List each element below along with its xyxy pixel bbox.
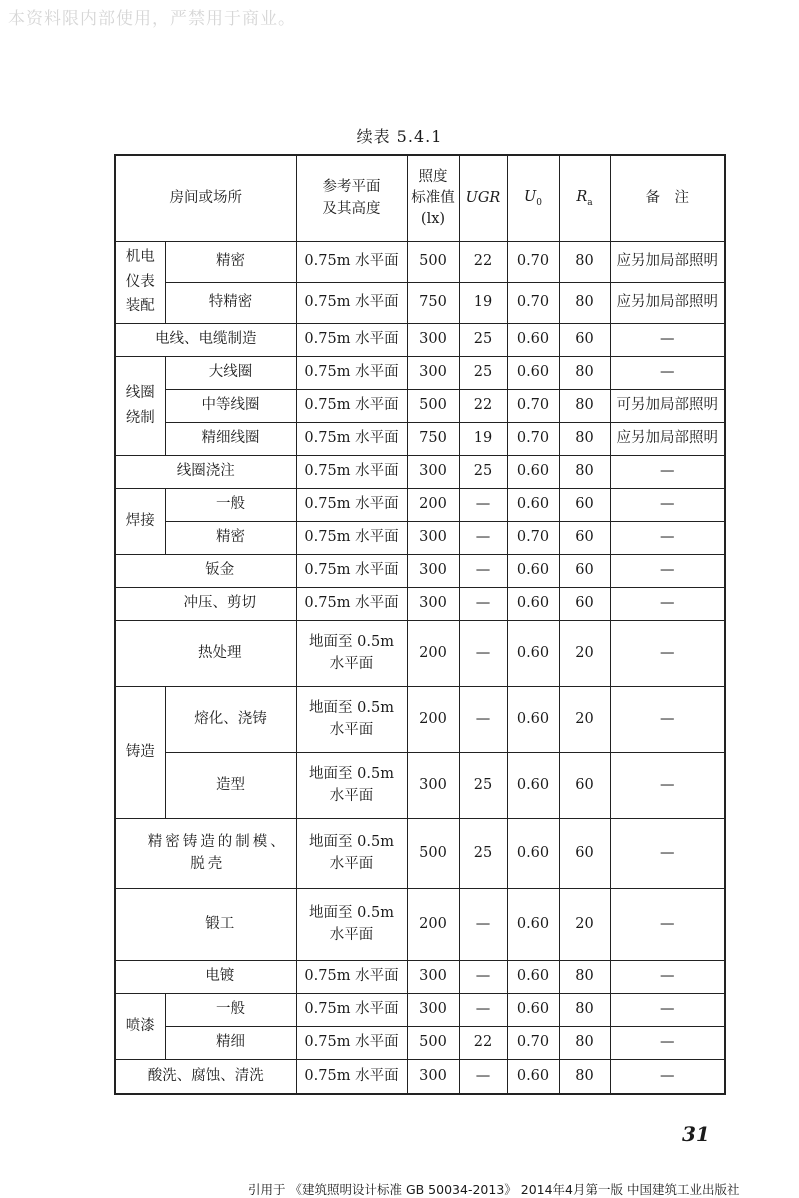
row-plane: 0.75m 水平面 xyxy=(296,1059,407,1094)
row-lux: 500 xyxy=(407,389,459,422)
row-name: 线圈浇注 xyxy=(115,455,296,488)
row-ugr: — xyxy=(459,620,507,686)
row-remark: — xyxy=(610,521,725,554)
row-u0: 0.70 xyxy=(507,282,559,323)
row-ra: 80 xyxy=(559,241,610,282)
table-row xyxy=(115,587,725,620)
row-ugr: 22 xyxy=(459,1026,507,1059)
row-lux: 500 xyxy=(407,818,459,888)
row-ra: 20 xyxy=(559,686,610,752)
row-plane: 地面至 0.5m 水平面 xyxy=(296,686,407,752)
table-row xyxy=(115,993,725,1026)
row-lux: 300 xyxy=(407,1059,459,1094)
row-name: 电镀 xyxy=(115,960,296,993)
row-plane: 0.75m 水平面 xyxy=(296,993,407,1026)
row-u0: 0.70 xyxy=(507,422,559,455)
row-plane: 0.75m 水平面 xyxy=(296,554,407,587)
row-u0: 0.60 xyxy=(507,888,559,960)
row-plane: 0.75m 水平面 xyxy=(296,356,407,389)
row-plane: 地面至 0.5m 水平面 xyxy=(296,752,407,818)
row-name: 电线、电缆制造 xyxy=(115,323,296,356)
row-lux: 500 xyxy=(407,241,459,282)
row-remark: — xyxy=(610,888,725,960)
row-remark: — xyxy=(610,686,725,752)
row-ra: 80 xyxy=(559,1059,610,1094)
row-ugr: 19 xyxy=(459,282,507,323)
row-name: 锻工 xyxy=(115,888,296,960)
table-row xyxy=(115,686,725,752)
row-remark: — xyxy=(610,993,725,1026)
row-lux: 300 xyxy=(407,587,459,620)
row-plane: 0.75m 水平面 xyxy=(296,323,407,356)
row-name: 一般 xyxy=(165,488,296,521)
table-row xyxy=(115,323,725,356)
row-name: 热处理 xyxy=(115,620,296,686)
row-u0: 0.60 xyxy=(507,993,559,1026)
header-u0: $U_0$ xyxy=(507,155,559,241)
group-label: 焊接 xyxy=(115,488,165,554)
row-remark: — xyxy=(610,620,725,686)
row-u0: 0.60 xyxy=(507,455,559,488)
row-u0: 0.60 xyxy=(507,554,559,587)
row-ugr: — xyxy=(459,521,507,554)
table-row xyxy=(115,455,725,488)
row-u0: 0.60 xyxy=(507,323,559,356)
row-ra: 80 xyxy=(559,993,610,1026)
table-row xyxy=(115,521,725,554)
row-ra: 60 xyxy=(559,521,610,554)
row-u0: 0.60 xyxy=(507,752,559,818)
header-ugr: UGR xyxy=(459,155,507,241)
row-plane: 0.75m 水平面 xyxy=(296,1026,407,1059)
row-ra: 80 xyxy=(559,356,610,389)
row-lux: 300 xyxy=(407,323,459,356)
table-row xyxy=(115,1059,725,1094)
row-plane: 地面至 0.5m 水平面 xyxy=(296,620,407,686)
row-name: 一般 xyxy=(165,993,296,1026)
row-remark: — xyxy=(610,323,725,356)
row-plane: 0.75m 水平面 xyxy=(296,587,407,620)
row-remark: — xyxy=(610,1059,725,1094)
row-lux: 300 xyxy=(407,554,459,587)
row-ugr: 25 xyxy=(459,818,507,888)
row-plane: 0.75m 水平面 xyxy=(296,488,407,521)
row-ra: 80 xyxy=(559,282,610,323)
row-ra: 60 xyxy=(559,323,610,356)
row-plane: 0.75m 水平面 xyxy=(296,241,407,282)
row-ugr: 25 xyxy=(459,455,507,488)
table-row xyxy=(115,620,725,686)
row-ugr: — xyxy=(459,1059,507,1094)
header-room: 房间或场所 xyxy=(115,155,296,241)
row-lux: 300 xyxy=(407,993,459,1026)
header-ra: $R_a$ xyxy=(559,155,610,241)
row-remark: — xyxy=(610,554,725,587)
row-u0: 0.60 xyxy=(507,488,559,521)
row-remark: — xyxy=(610,356,725,389)
row-remark: — xyxy=(610,587,725,620)
row-name: 熔化、浇铸 xyxy=(165,686,296,752)
citation-footer: 引用于 《建筑照明设计标准 GB 50034-2013》 2014年4月第一版 中国建筑工业出版社 xyxy=(248,1182,740,1197)
row-ra: 20 xyxy=(559,620,610,686)
row-name: 精密 xyxy=(165,241,296,282)
row-lux: 750 xyxy=(407,282,459,323)
row-lux: 300 xyxy=(407,960,459,993)
table-row xyxy=(115,356,725,389)
row-u0: 0.60 xyxy=(507,620,559,686)
table-header xyxy=(115,155,725,241)
row-ugr: 25 xyxy=(459,752,507,818)
row-name: 精细 xyxy=(165,1026,296,1059)
group-label: 机电 仪表 装配 xyxy=(115,241,165,323)
row-ra: 80 xyxy=(559,389,610,422)
row-plane: 0.75m 水平面 xyxy=(296,282,407,323)
table-caption: 续表 5.4.1 xyxy=(356,127,443,146)
row-u0: 0.60 xyxy=(507,686,559,752)
row-name: 造型 xyxy=(165,752,296,818)
row-ra: 60 xyxy=(559,587,610,620)
row-ugr: 25 xyxy=(459,356,507,389)
row-lux: 300 xyxy=(407,521,459,554)
row-plane: 0.75m 水平面 xyxy=(296,389,407,422)
header-remark: 备 注 xyxy=(610,155,725,241)
row-remark: 应另加局部照明 xyxy=(610,282,725,323)
row-u0: 0.60 xyxy=(507,1059,559,1094)
row-plane: 0.75m 水平面 xyxy=(296,422,407,455)
table-row xyxy=(115,422,725,455)
row-remark: — xyxy=(610,455,725,488)
page-number: 31 xyxy=(682,1122,710,1146)
header-lux: 照度 标准值 (lx) xyxy=(407,155,459,241)
group-label: 喷漆 xyxy=(115,993,165,1059)
row-ugr: 25 xyxy=(459,323,507,356)
row-remark: — xyxy=(610,818,725,888)
table-row xyxy=(115,960,725,993)
table-row xyxy=(115,752,725,818)
row-ugr: 22 xyxy=(459,241,507,282)
row-u0: 0.60 xyxy=(507,960,559,993)
row-remark: 应另加局部照明 xyxy=(610,241,725,282)
row-name: 钣金 xyxy=(115,554,296,587)
row-name: 酸洗、腐蚀、清洗 xyxy=(115,1059,296,1094)
row-name: 冲压、剪切 xyxy=(115,587,296,620)
row-lux: 200 xyxy=(407,488,459,521)
table-row xyxy=(115,554,725,587)
row-name: 中等线圈 xyxy=(165,389,296,422)
row-ugr: 19 xyxy=(459,422,507,455)
row-ugr: — xyxy=(459,554,507,587)
row-u0: 0.60 xyxy=(507,587,559,620)
row-remark: — xyxy=(610,752,725,818)
row-name: 大线圈 xyxy=(165,356,296,389)
row-ra: 80 xyxy=(559,1026,610,1059)
row-remark: — xyxy=(610,488,725,521)
row-u0: 0.70 xyxy=(507,389,559,422)
row-ra: 60 xyxy=(559,488,610,521)
row-ra: 80 xyxy=(559,422,610,455)
group-label: 铸造 xyxy=(115,686,165,818)
row-ugr: 22 xyxy=(459,389,507,422)
row-name: 精细线圈 xyxy=(165,422,296,455)
row-lux: 300 xyxy=(407,752,459,818)
illuminance-table xyxy=(114,154,726,1095)
row-u0: 0.70 xyxy=(507,521,559,554)
row-lux: 300 xyxy=(407,356,459,389)
row-ra: 60 xyxy=(559,554,610,587)
row-u0: 0.60 xyxy=(507,356,559,389)
row-ugr: — xyxy=(459,993,507,1026)
row-name: 精密 xyxy=(165,521,296,554)
row-ra: 80 xyxy=(559,960,610,993)
row-u0: 0.70 xyxy=(507,1026,559,1059)
row-u0: 0.60 xyxy=(507,818,559,888)
table-row xyxy=(115,818,725,888)
row-ra: 20 xyxy=(559,888,610,960)
row-name: 精密铸造的制模、 脱壳 xyxy=(115,818,296,888)
row-lux: 500 xyxy=(407,1026,459,1059)
row-u0: 0.70 xyxy=(507,241,559,282)
row-lux: 200 xyxy=(407,686,459,752)
table-row xyxy=(115,241,725,282)
row-name: 特精密 xyxy=(165,282,296,323)
row-plane: 0.75m 水平面 xyxy=(296,455,407,488)
header-plane: 参考平面 及其高度 xyxy=(296,155,407,241)
row-ra: 60 xyxy=(559,752,610,818)
row-ugr: — xyxy=(459,686,507,752)
row-plane: 地面至 0.5m 水平面 xyxy=(296,818,407,888)
row-remark: 可另加局部照明 xyxy=(610,389,725,422)
table-row xyxy=(115,488,725,521)
group-label: 线圈 绕制 xyxy=(115,356,165,455)
row-ugr: — xyxy=(459,888,507,960)
row-remark: — xyxy=(610,960,725,993)
row-plane: 地面至 0.5m 水平面 xyxy=(296,888,407,960)
table-row xyxy=(115,282,725,323)
row-ugr: — xyxy=(459,488,507,521)
row-remark: 应另加局部照明 xyxy=(610,422,725,455)
row-lux: 750 xyxy=(407,422,459,455)
watermark: 本资料限内部使用，严禁用于商业。 xyxy=(8,9,296,29)
row-ugr: — xyxy=(459,587,507,620)
row-remark: — xyxy=(610,1026,725,1059)
row-lux: 300 xyxy=(407,455,459,488)
row-plane: 0.75m 水平面 xyxy=(296,960,407,993)
table-row xyxy=(115,888,725,960)
row-ra: 80 xyxy=(559,455,610,488)
row-ugr: — xyxy=(459,960,507,993)
row-lux: 200 xyxy=(407,888,459,960)
table-row xyxy=(115,1026,725,1059)
table-row xyxy=(115,389,725,422)
row-plane: 0.75m 水平面 xyxy=(296,521,407,554)
row-ra: 60 xyxy=(559,818,610,888)
row-lux: 200 xyxy=(407,620,459,686)
